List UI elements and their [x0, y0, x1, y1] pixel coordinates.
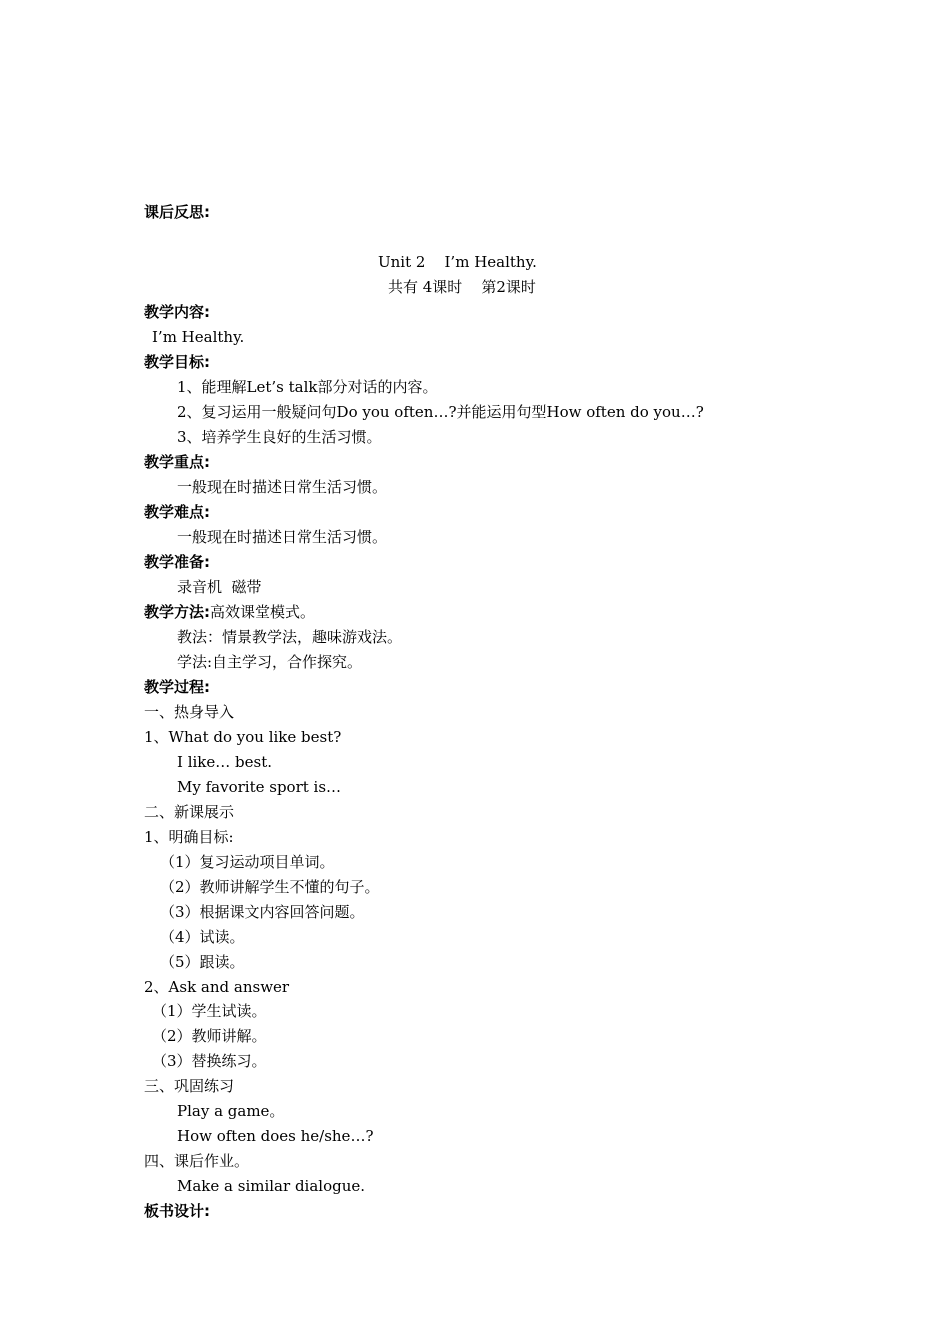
teaching-method: 教法：情景教学法，趣味游戏法。	[177, 628, 403, 646]
ask-heading: 2、Ask and answer	[144, 978, 290, 996]
content-heading: 教学内容:	[144, 303, 210, 321]
warmup-question: 1、What do you like best?	[144, 728, 342, 746]
preparation-text: 录音机 磁带	[177, 578, 262, 596]
methods-line	[144, 602, 315, 622]
key-points-heading: 教学重点:	[144, 453, 210, 471]
content-text: I’m Healthy.	[152, 328, 245, 346]
practice-line: How often does he/she…?	[177, 1127, 374, 1145]
difficulties-heading: 教学难点:	[144, 503, 210, 521]
homework-text: Make a similar dialogue.	[177, 1177, 366, 1195]
new-lesson-heading: 二、新课展示	[144, 803, 235, 821]
ask-item: （1）学生试读。	[152, 1002, 267, 1020]
methods-text: 高效课堂模式。	[210, 603, 316, 621]
practice-heading: 三、巩固练习	[144, 1077, 235, 1095]
objectives-heading: 教学目标:	[144, 353, 210, 371]
period-info: 共有 4课时 第2课时	[388, 278, 536, 296]
goal-item: （3）根据课文内容回答问题。	[160, 903, 365, 921]
reflection-heading: 课后反思:	[144, 203, 210, 221]
ask-item: （2）教师讲解。	[152, 1027, 267, 1045]
board-design-heading: 板书设计:	[144, 1202, 210, 1220]
warmup-answer: My favorite sport is…	[177, 778, 342, 796]
objective-item: 3、培养学生良好的生活习惯。	[177, 428, 382, 446]
difficulties-text: 一般现在时描述日常生活习惯。	[177, 528, 388, 546]
warmup-heading: 一、热身导入	[144, 703, 235, 721]
goal-item: （1）复习运动项目单词。	[160, 853, 335, 871]
practice-line: Play a game。	[177, 1102, 285, 1120]
methods-heading: 教学方法:	[144, 603, 210, 621]
unit-title: Unit 2 I’m Healthy.	[378, 253, 537, 271]
homework-heading: 四、课后作业。	[144, 1152, 250, 1170]
goal-item: （5）跟读。	[160, 953, 245, 971]
learning-method: 学法:自主学习，合作探究。	[177, 653, 363, 671]
objective-item: 2、复习运用一般疑问句Do you often…?并能运用句型How often do you…?	[177, 403, 704, 421]
process-heading: 教学过程:	[144, 678, 210, 696]
ask-item: （3）替换练习。	[152, 1052, 267, 1070]
key-points-text: 一般现在时描述日常生活习惯。	[177, 478, 388, 496]
goal-heading: 1、明确目标:	[144, 828, 234, 846]
objective-item: 1、能理解Let’s talk部分对话的内容。	[177, 378, 438, 396]
warmup-answer: I like… best.	[177, 753, 272, 771]
preparation-heading: 教学准备:	[144, 553, 210, 571]
goal-item: （4）试读。	[160, 928, 245, 946]
goal-item: （2）教师讲解学生不懂的句子。	[160, 878, 380, 896]
